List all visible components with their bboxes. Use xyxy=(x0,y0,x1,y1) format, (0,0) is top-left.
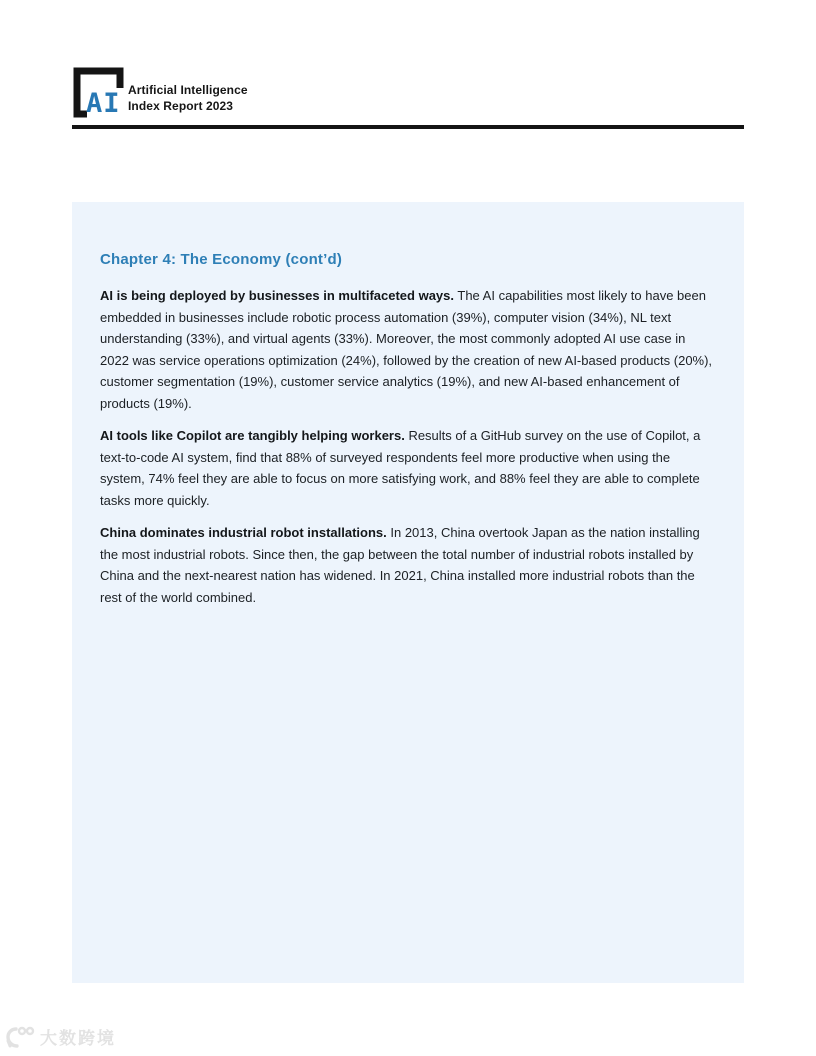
watermark-logo-icon xyxy=(6,1025,36,1049)
ai-index-logo xyxy=(72,66,124,118)
section-title: Chapter 4: The Economy (cont’d) xyxy=(100,251,343,268)
paragraph-copilot xyxy=(100,425,716,511)
paragraph-lead: AI is being deployed by businesses in multifaceted ways. xyxy=(100,288,454,303)
report-brand xyxy=(128,82,248,114)
paragraph-lead: China dominates industrial robot installations. xyxy=(100,525,387,540)
brand-line1: Artificial Intelligence xyxy=(128,83,248,97)
paragraph-business-adoption xyxy=(100,285,716,414)
ai-logo-text: AI xyxy=(86,88,121,118)
paragraph-china-robots xyxy=(100,522,716,608)
brand-line2: Index Report 2023 xyxy=(128,99,234,113)
watermark xyxy=(6,1024,116,1049)
watermark-text: 大数跨境 xyxy=(40,1029,116,1048)
paragraph-body: Results of a GitHub survey on the use of Copilot, a text-to-code AI system, find that 88% of surveyed respondents feel more productive when using the system, 74% feel they are able to focus on more satisfying work, and 88% feel they are able to complete tasks more quickly. xyxy=(100,428,701,508)
paragraph-body: The AI capabilities most likely to have been embedded in businesses include robotic process automation (39%), computer vision (34%), NL text understanding (33%), and virtual agents (33%). Moreover, the most commonly adopted AI use case in 2022 was service operations optimization (24%), followed by the creation of new AI-based products (20%), customer segmentation (19%), customer service analytics (19%), and new AI-based enhancement of products (19%). xyxy=(100,288,713,411)
ai-index-logo-icon xyxy=(72,66,124,118)
paragraph-lead: AI tools like Copilot are tangibly helping workers. xyxy=(100,428,405,443)
content-panel xyxy=(72,202,744,983)
header-divider xyxy=(72,125,744,129)
paragraph-body: In 2013, China overtook Japan as the nation installing the most industrial robots. Since then, the gap between the total number of industrial robots installed by China and the next-nearest nation has widened. In 2021, China installed more industrial robots than the rest of the world combined. xyxy=(100,525,700,605)
